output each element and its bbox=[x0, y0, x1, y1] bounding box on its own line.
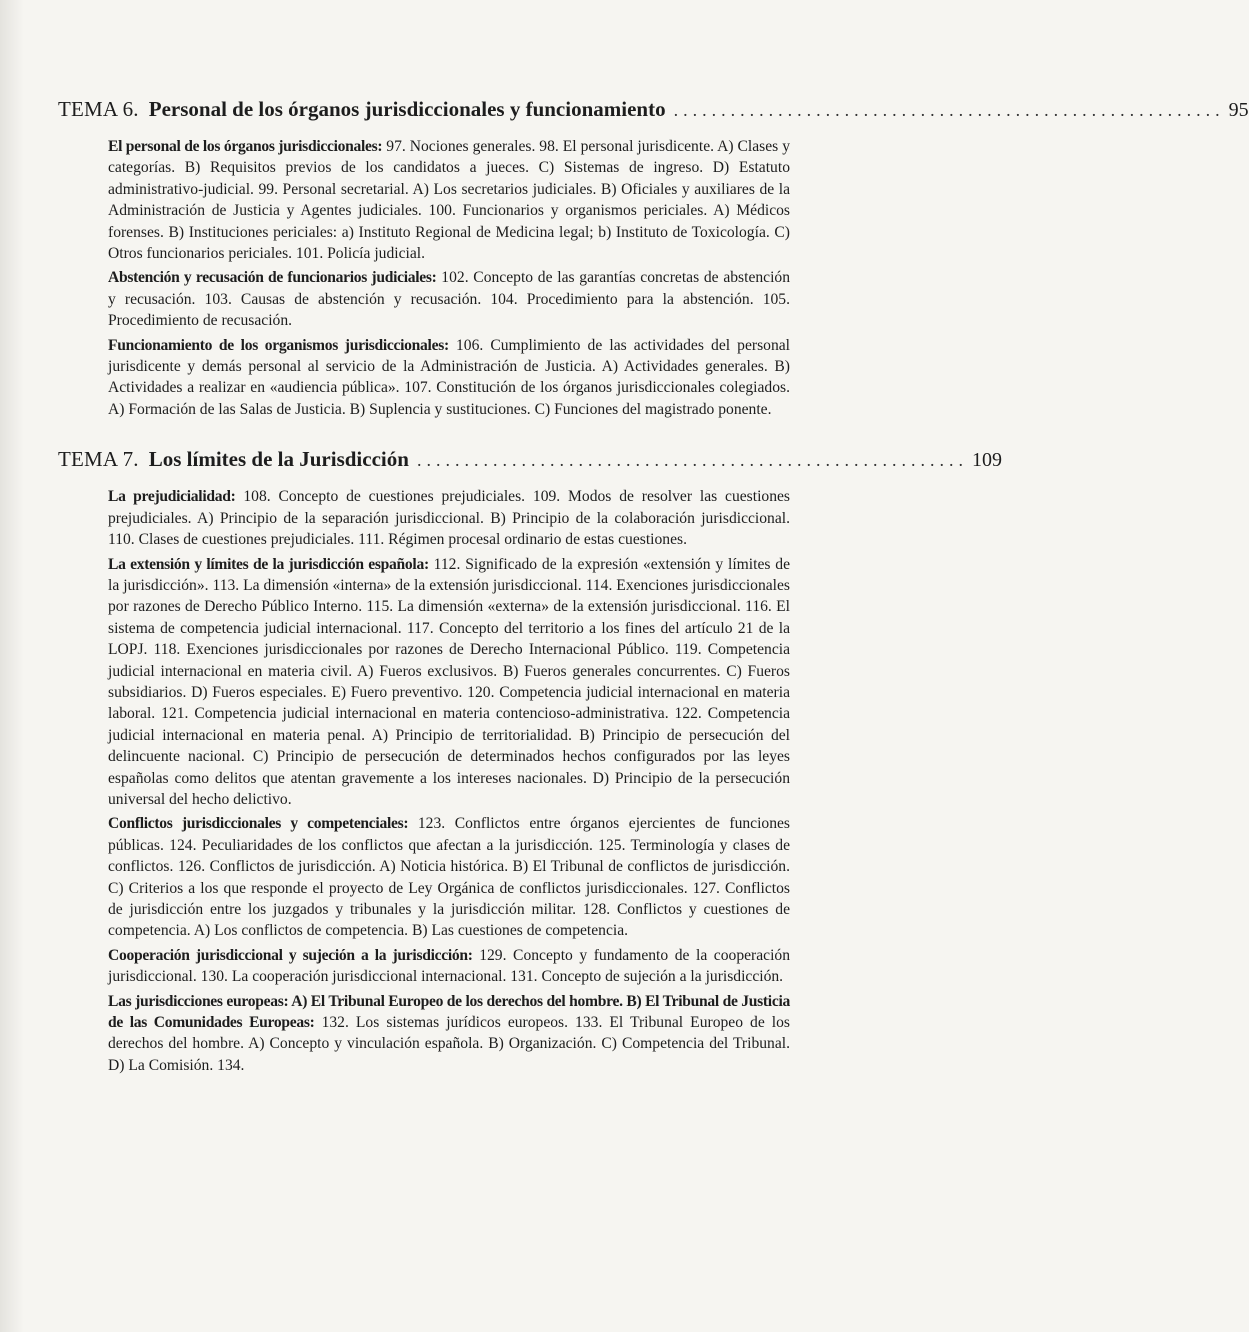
tema-7-section bbox=[58, 446, 1002, 1076]
entry-heading: La prejudicialidad: bbox=[108, 488, 236, 506]
toc-entry bbox=[108, 945, 790, 988]
entry-text: 123. Conflictos entre órganos ejercientes de funciones públicas. 124. Peculiaridades de los conflictos que afectan a la jurisdicción. 125. Terminología y clases de conflictos. 126. Conflictos de jurisdicción. A) Noticia histórica. B) El Tribunal de conflictos de jurisdicción. C) Criterios a los que responde el proyecto de Ley Orgánica de conflictos jurisdiccionales. 127. Conflictos de jurisdicción entre los juzgados y tribunales y la jurisdicción militar. 128. Conflictos y cuestiones de competencia. A) Los conflictos de competencia. B) Las cuestiones de competencia. bbox=[108, 815, 790, 940]
tema-number: TEMA 6. bbox=[58, 97, 139, 121]
toc-entry bbox=[108, 335, 790, 421]
toc-entry bbox=[108, 267, 790, 331]
entry-text: 102. Concepto de las garantías concretas de abstención y recusación. 103. Causas de abstención y recusación. 104. Procedimiento para la abstención. 105. Procedimiento de recusación. bbox=[108, 269, 791, 330]
entry-text: 132. Los sistemas jurídicos europeos. 133. El Tribunal Europeo de los derechos del hombre. A) Concepto y vinculación española. B) Organización. C) Competencia del Tribunal. D) La Comisión. 134. bbox=[108, 1014, 790, 1074]
tema-6-section bbox=[58, 96, 1249, 420]
entry-text: 112. Significado de la expresión «extensión y límites de la jurisdicción». 113. La dimensión «interna» de la extensión jurisdiccional. 114. Exenciones jurisdiccionales por razones de Derecho Público Interno. 115. La dimensión «externa» de la extensión jurisdiccional. 116. El sistema de competencia judicial internacional. 117. Concepto del territorio a los fines del artículo 21 de la LOPJ. 118. Exenciones jurisdiccionales por razones de Derecho Internacional Público. 119. Competencia judicial internacional en materia civil. A) Fueros exclusivos. B) Fueros generales concurrentes. C) Fueros subsidiarios. D) Fueros especiales. E) Fuero preventivo. 120. Competencia judicial internacional en materia laboral. 121. Competencia judicial internacional en materia contencioso-administrativa. 122. Competencia judicial internacional en materia penal. A) Principio de territorialidad. B) Principio de persecución del delincuente nacional. C) Principio de persecución de determinados hechos configurados por las leyes españolas como delitos que atentan gravemente a los intereses nacionales. D) Principio de la persecución universal del hecho delictivo. bbox=[108, 555, 791, 808]
toc-entry bbox=[108, 486, 790, 550]
entry-heading: El personal de los órganos jurisdiccionales: bbox=[108, 138, 383, 155]
tema-number: TEMA 7. bbox=[58, 447, 139, 472]
entry-heading: Funcionamiento de los organismos jurisdiccionales: bbox=[108, 336, 449, 354]
entry-heading: La extensión y límites de la jurisdicción española: bbox=[108, 555, 429, 573]
entry-text: 106. Cumplimiento de las actividades del personal jurisdicente y demás personal al servicio de la Administración de Justicia. A) Actividades generales. B) Actividades a realizar en «audiencia pública». 107. Constitución de los órganos jurisdiccionales colegiados. A) Formación de las Salas de Justicia. B) Suplencia y sustituciones. C) Funciones del magistrado ponente. bbox=[108, 336, 790, 418]
entry-text: 97. Nociones generales. 98. El personal jurisdicente. A) Clases y categorías. B) Requisitos previos de los candidatos a jueces. C) Sistemas de ingreso. D) Estatuto administrativo-judicial. 99. Personal secretarial. A) Los secretarios judiciales. B) Oficiales y auxiliares de la Administración de Justicia y Agentes judiciales. 100. Funcionarios y organismos periciales. A) Médicos forenses. B) Instituciones periciales: a) Instituto Regional de Medicina legal; b) Instituto de Toxicología. C) Otros funcionarios periciales. 101. Policía judicial. bbox=[108, 138, 790, 263]
entry-heading: Cooperación jurisdiccional y sujeción a la jurisdicción: bbox=[108, 946, 473, 964]
tema-7-heading bbox=[58, 446, 1002, 472]
tema-7-entries bbox=[108, 486, 790, 1076]
tema-title: Personal de los órganos jurisdiccionales y funcionamiento bbox=[148, 97, 666, 121]
tema-6-heading bbox=[58, 96, 1249, 122]
tema-page-number: 95 bbox=[1228, 99, 1249, 121]
toc-entry bbox=[108, 554, 790, 811]
toc-entry bbox=[108, 136, 790, 264]
entry-text: 108. Concepto de cuestiones prejudiciales. 109. Modos de resolver las cuestiones prejudiciales. A) Principio de la separación jurisdiccional. B) Principio de la colaboración jurisdiccional. 110. Clases de cuestiones prejudiciales. 111. Régimen procesal ordinario de estas cuestiones. bbox=[108, 488, 790, 549]
dot-leader: .......................................................... bbox=[416, 450, 968, 471]
dot-leader: .......................................................... bbox=[673, 100, 1225, 120]
page-gutter-shadow bbox=[0, 0, 24, 1332]
tema-page-number: 109 bbox=[971, 449, 1002, 472]
toc-entry bbox=[108, 991, 790, 1077]
tema-title: Los límites de la Jurisdicción bbox=[148, 447, 409, 472]
entry-heading: Las jurisdicciones europeas: A) El Tribunal Europeo de los derechos del hombre. B) El Tribunal de Justicia de las Comunidades Europeas: bbox=[108, 992, 790, 1032]
toc-entry bbox=[108, 813, 790, 941]
entry-text: 129. Concepto y fundamento de la cooperación jurisdiccional. 130. La cooperación jurisdiccional internacional. 131. Concepto de sujeción a la jurisdicción. bbox=[108, 946, 790, 986]
table-of-contents bbox=[58, 96, 1249, 1102]
tema-6-entries bbox=[108, 136, 790, 420]
entry-heading: Abstención y recusación de funcionarios judiciales: bbox=[108, 269, 437, 287]
entry-heading: Conflictos jurisdiccionales y competenciales: bbox=[108, 815, 409, 833]
